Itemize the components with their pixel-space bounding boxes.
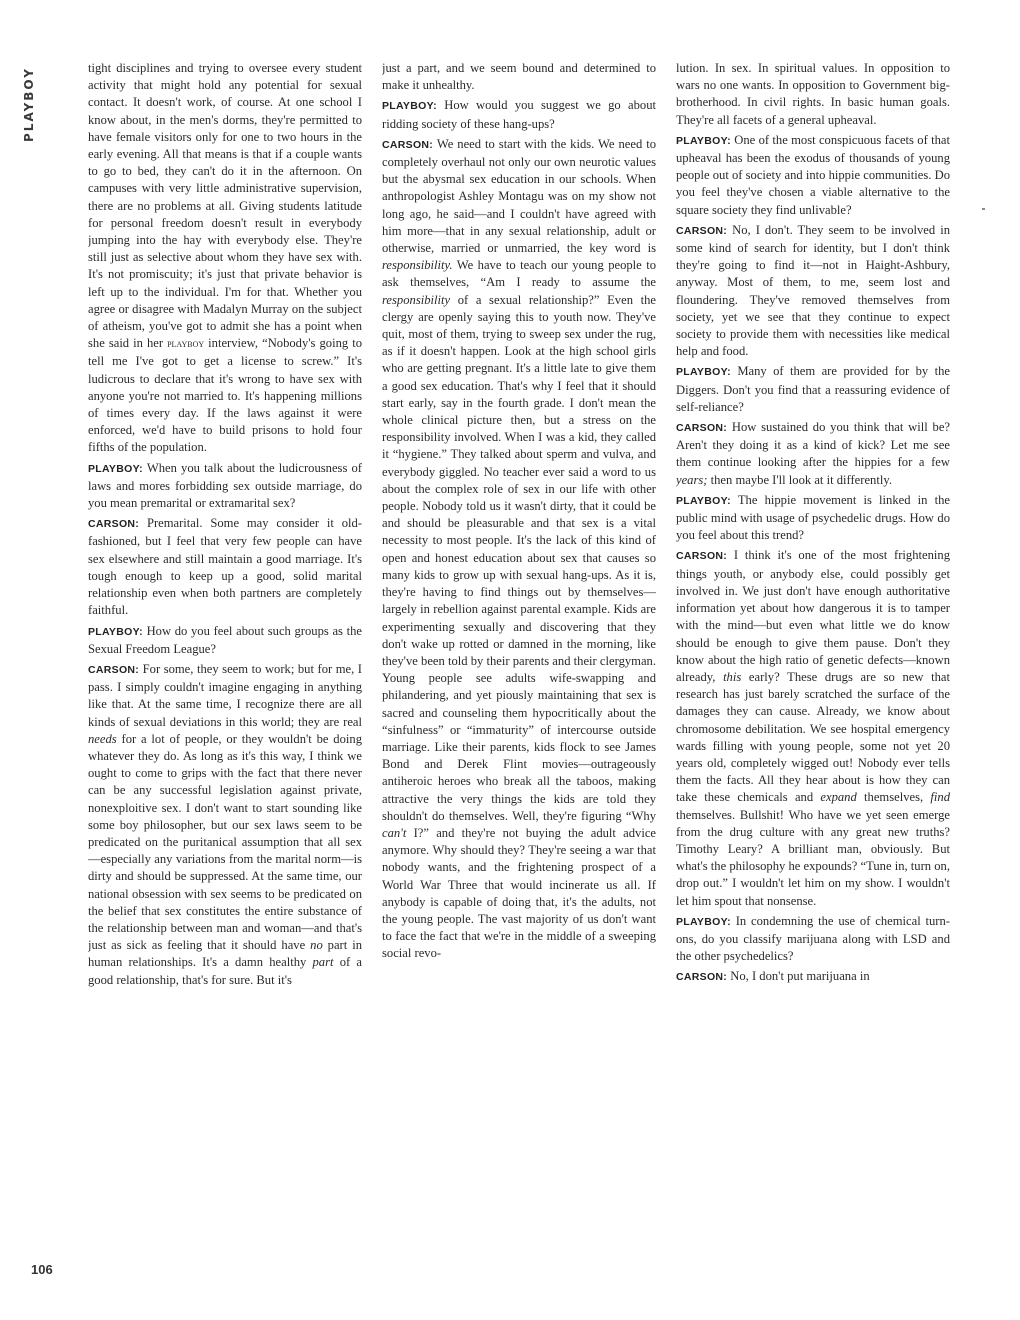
small-caps-text: playboy xyxy=(167,338,205,351)
body-text: themselves, xyxy=(856,790,931,805)
article-column-2 xyxy=(382,60,656,1280)
body-text: No, I don't. They seem to be involved in some kind of search for identity, but I don't think they're going to find it—not in Haight-Ashbury, anyway. Most of them, to me, seem lost and floundering. They've removed themselves from society, yet we see that they continue to expect society to provide them with necessities like medical help and food. xyxy=(676,222,950,359)
body-text: For some, they seem to work; but for me, I pass. I simply couldn't imagine engaging in anything like that. At the same time, I recognize there are all kinds of sexual deviations in this world; they are real xyxy=(88,661,362,729)
body-text: We have to teach our young people to ask themselves, “Am I ready to assume the xyxy=(382,258,656,290)
interviewee-answer xyxy=(676,547,950,909)
speaker-label: PLAYBOY: xyxy=(88,625,143,638)
speaker-label: PLAYBOY: xyxy=(676,915,731,928)
body-text: part in human relationships. It's a damn healthy xyxy=(88,938,362,970)
speaker-label: PLAYBOY: xyxy=(676,366,731,379)
interviewer-question xyxy=(676,492,950,545)
emphasis-text: find xyxy=(930,790,950,805)
paragraph-continued xyxy=(382,60,656,94)
speaker-label: CARSON: xyxy=(676,550,728,563)
speaker-label: CARSON: xyxy=(88,663,140,676)
print-speck xyxy=(982,208,985,210)
body-text: One of the most conspicuous facets of that upheaval has been the exodus of thousands of young people out of society and into hippie communities. Do you feel they've chosen a viable alternative to the square society they find unlivable? xyxy=(676,132,950,217)
speaker-label: CARSON: xyxy=(382,138,434,151)
emphasis-text: responsibility. xyxy=(382,258,453,273)
body-text: How sustained do you think that will be? Aren't they doing it as a kind of kick? Let me see them continue looking after the hippies for a few xyxy=(676,420,950,470)
body-text: Many of them are provided for by the Diggers. Don't you find that a reassuring evidence of self-reliance? xyxy=(676,364,950,414)
body-text: just a part, and we seem bound and determined to make it unhealthy. xyxy=(382,61,656,93)
body-text: of a sexual relationship?” Even the clergy are openly saying this to youth now. They've quit, most of them, trying to sweep sex under the rug, as if it doesn't happen. Look at the high school girls who are getting pregnant. It's a little late to give them a good sex education. That's why I feel that it should start early, say in the fourth grade. I don't mean the whole clinical picture then, but a stress on the responsibility involved. When I was a kid, they called it “hygiene.” They talked about sperm and vulva, and everybody giggled. No teacher ever said a word to us about the complex role of sex in our life with other people. Nobody told us it wasn't dirty, that it could be and should be pleasurable and that sex is a vital necessity to most people. It's the lack of this kind of open and honest education about sex that causes so many kids to grow up with sexual hang-ups. As it is, they're having to find things out by themselves—largely in rebellion against parental example. Kids are experimenting sexually and discovering that they don't wake up rotted or damned in the morning, like they've been told by their parents and their clergyman. Young people see adults wife-swapping and philandering, and yet piously maintaining that sex is sacred and counseling them hypocritically about the “sinfulness” or “immaturity” of intercourse outside marriage. Like their parents, kids flock to see James Bond and Derek Flint movies—outrageously antiheroic heroes who break all the taboos, making attractive the very things the kids are told they shouldn't do themselves. Well, they're figuring “Why xyxy=(382,292,656,823)
emphasis-text: responsibility xyxy=(382,292,451,307)
interviewee-answer xyxy=(88,661,362,989)
interviewer-question xyxy=(676,132,950,219)
emphasis-text: needs xyxy=(88,731,117,746)
interviewer-question xyxy=(382,97,656,132)
interviewee-answer xyxy=(88,515,362,619)
body-text: tight disciplines and trying to oversee every student activity that might hold any potential for sexual contact. It doesn't work, of course. At one school I know about, in the men's dorms, they're permitted to have female visitors only for one to two hours in the early evening. All that means is that if a couple wants to go to bed, they can't do it in the afternoon. On campuses with very little administrative supervision, there are no problems at all. Giving students latitude for personal freedom doesn't result in everybody jumping into the hay with everybody else. They're still just as selective about whom they have sex with. It's not promiscuity; it's just that private behavior is left up to the individual. I'm for that. Whether you agree or disagree with Madalyn Murray on the subject of atheism, you've got to admit she has a point when she said in her xyxy=(88,61,362,351)
emphasis-text: this xyxy=(723,669,742,684)
speaker-label: CARSON: xyxy=(88,518,140,531)
speaker-label: PLAYBOY: xyxy=(88,462,143,475)
emphasis-text: part xyxy=(312,955,334,970)
emphasis-text: no xyxy=(310,938,323,953)
speaker-label: CARSON: xyxy=(676,224,728,237)
paragraph-continued xyxy=(676,60,950,129)
speaker-label: CARSON: xyxy=(676,971,728,984)
body-text: of a good relationship, that's for sure. But it's xyxy=(88,955,362,987)
interviewee-answer xyxy=(382,136,656,963)
body-text: The hippie movement is linked in the public mind with usage of psychedelic drugs. How do you feel about this trend? xyxy=(676,492,950,543)
body-text: How do you feel about such groups as the Sexual Freedom League? xyxy=(88,623,362,656)
body-text: themselves. Bullshit! Who have we yet seen emerge from the drug culture with any great new truths? Timothy Leary? A brilliant man, obviously. But what's the philosophy he expounds? “Tune in, turn on, drop out.” I wouldn't let him on my show. I wouldn't let him spout that nonsense. xyxy=(676,807,950,908)
emphasis-text: years; xyxy=(676,472,708,487)
article-column-1 xyxy=(88,60,362,1280)
body-text: Premarital. Some may consider it old-fashioned, but I feel that very few people can have sex elsewhere and still maintain a good marriage. It's tough enough to keep up a good, solid marital relationship even when both partners are completely faithful. xyxy=(88,516,362,618)
emphasis-text: expand xyxy=(820,790,857,805)
page-number: 106 xyxy=(31,1262,53,1277)
interviewee-answer xyxy=(676,222,950,361)
body-text: How would you suggest we go about ridding society of these hang-ups? xyxy=(382,98,656,131)
body-text: We need to start with the kids. We need to completely overhaul not only our own neurotic values but the abysmal sex education in our schools. When anthropologist Ashley Montagu was on my show not long ago, he said—and I couldn't have agreed with him more—that in any sexual relationship, adult or otherwise, married or unmarried, the key word is xyxy=(382,136,656,256)
interviewer-question xyxy=(88,460,362,513)
body-text: for a lot of people, or they wouldn't be doing whatever they do. As long as it's this way, I think we ought to come to grips with the fact that there never can be any successful legislation against private, nonexploitive sex. I don't want to start sounding like some boy philosopher, but our sex laws seem to be predicated on the puritanical assumption that all sex—especially any variations from the marital norm—is dirty and should be suppressed. At the same time, our national obsession with sex seems to be predicated on the belief that sex constitutes the entire substance of the relationship between man and woman—and that's just as sick as feeling that it should have xyxy=(88,731,362,953)
interviewee-answer xyxy=(676,968,950,986)
interviewer-question xyxy=(676,363,950,416)
body-text: early? These drugs are so new that research has just barely scratched the surface of the damages they can cause. Already, we know about chromosome debilitation. We see hospital emergency wards filling with young people, some not yet 20 years old, completely wigged out! Nobody ever tells them the facts. All they hear about is how they can take these chemicals and xyxy=(676,669,950,805)
body-text: interview, “Nobody's going to tell me I've got to get a license to screw.” It's ludicrous to declare that it's wrong to have sex with anyone you're not married to. It's happening millions of times every day. If the laws against it were enforced, we'd have to build prisons to hold four fifths of the population. xyxy=(88,336,362,455)
speaker-label: PLAYBOY: xyxy=(676,134,731,147)
interviewer-question xyxy=(88,623,362,658)
body-text: I think it's one of the most frightening things youth, or anybody else, could possibly get involved in. We just don't have enough authoritative information yet about how dangerous it is to tamper with the mind—but even what little we do know should be enough to give them pause. Don't they know about the high ratio of genetic defects—known already, xyxy=(676,548,950,684)
body-text: I?” and they're not buying the adult advice anymore. Why should they? They're seeing a war that nobody wants, and the frightening prospect of a World War Three that would incinerate us all. If anybody is capable of doing that, it's the adults, not the young people. The vast majority of us don't want to face the fact that we're in the middle of a sweeping social revo- xyxy=(382,825,656,961)
body-text: No, I don't put marijuana in xyxy=(727,969,870,984)
paragraph-continued xyxy=(88,60,362,457)
speaker-label: CARSON: xyxy=(676,422,728,435)
body-text: then maybe I'll look at it differently. xyxy=(707,472,892,487)
speaker-label: PLAYBOY: xyxy=(382,100,437,113)
body-text: In condemning the use of chemical turn-ons, do you classify marijuana along with LSD and the other psychedelics? xyxy=(676,913,950,964)
body-text: lution. In sex. In spiritual values. In opposition to wars no one wants. In opposition to Government big-brotherhood. In civil rights. In basic human goals. They're all facets of a general upheaval. xyxy=(676,61,950,127)
interviewer-question xyxy=(676,913,950,966)
body-text: When you talk about the ludicrousness of laws and mores forbidding sex outside marriage, do you mean premarital or extramarital sex? xyxy=(88,460,362,511)
article-column-3 xyxy=(676,60,950,1280)
speaker-label: PLAYBOY: xyxy=(676,494,731,507)
emphasis-text: can't xyxy=(382,825,407,840)
running-head: PLAYBOY xyxy=(22,67,36,142)
interviewee-answer xyxy=(676,419,950,489)
